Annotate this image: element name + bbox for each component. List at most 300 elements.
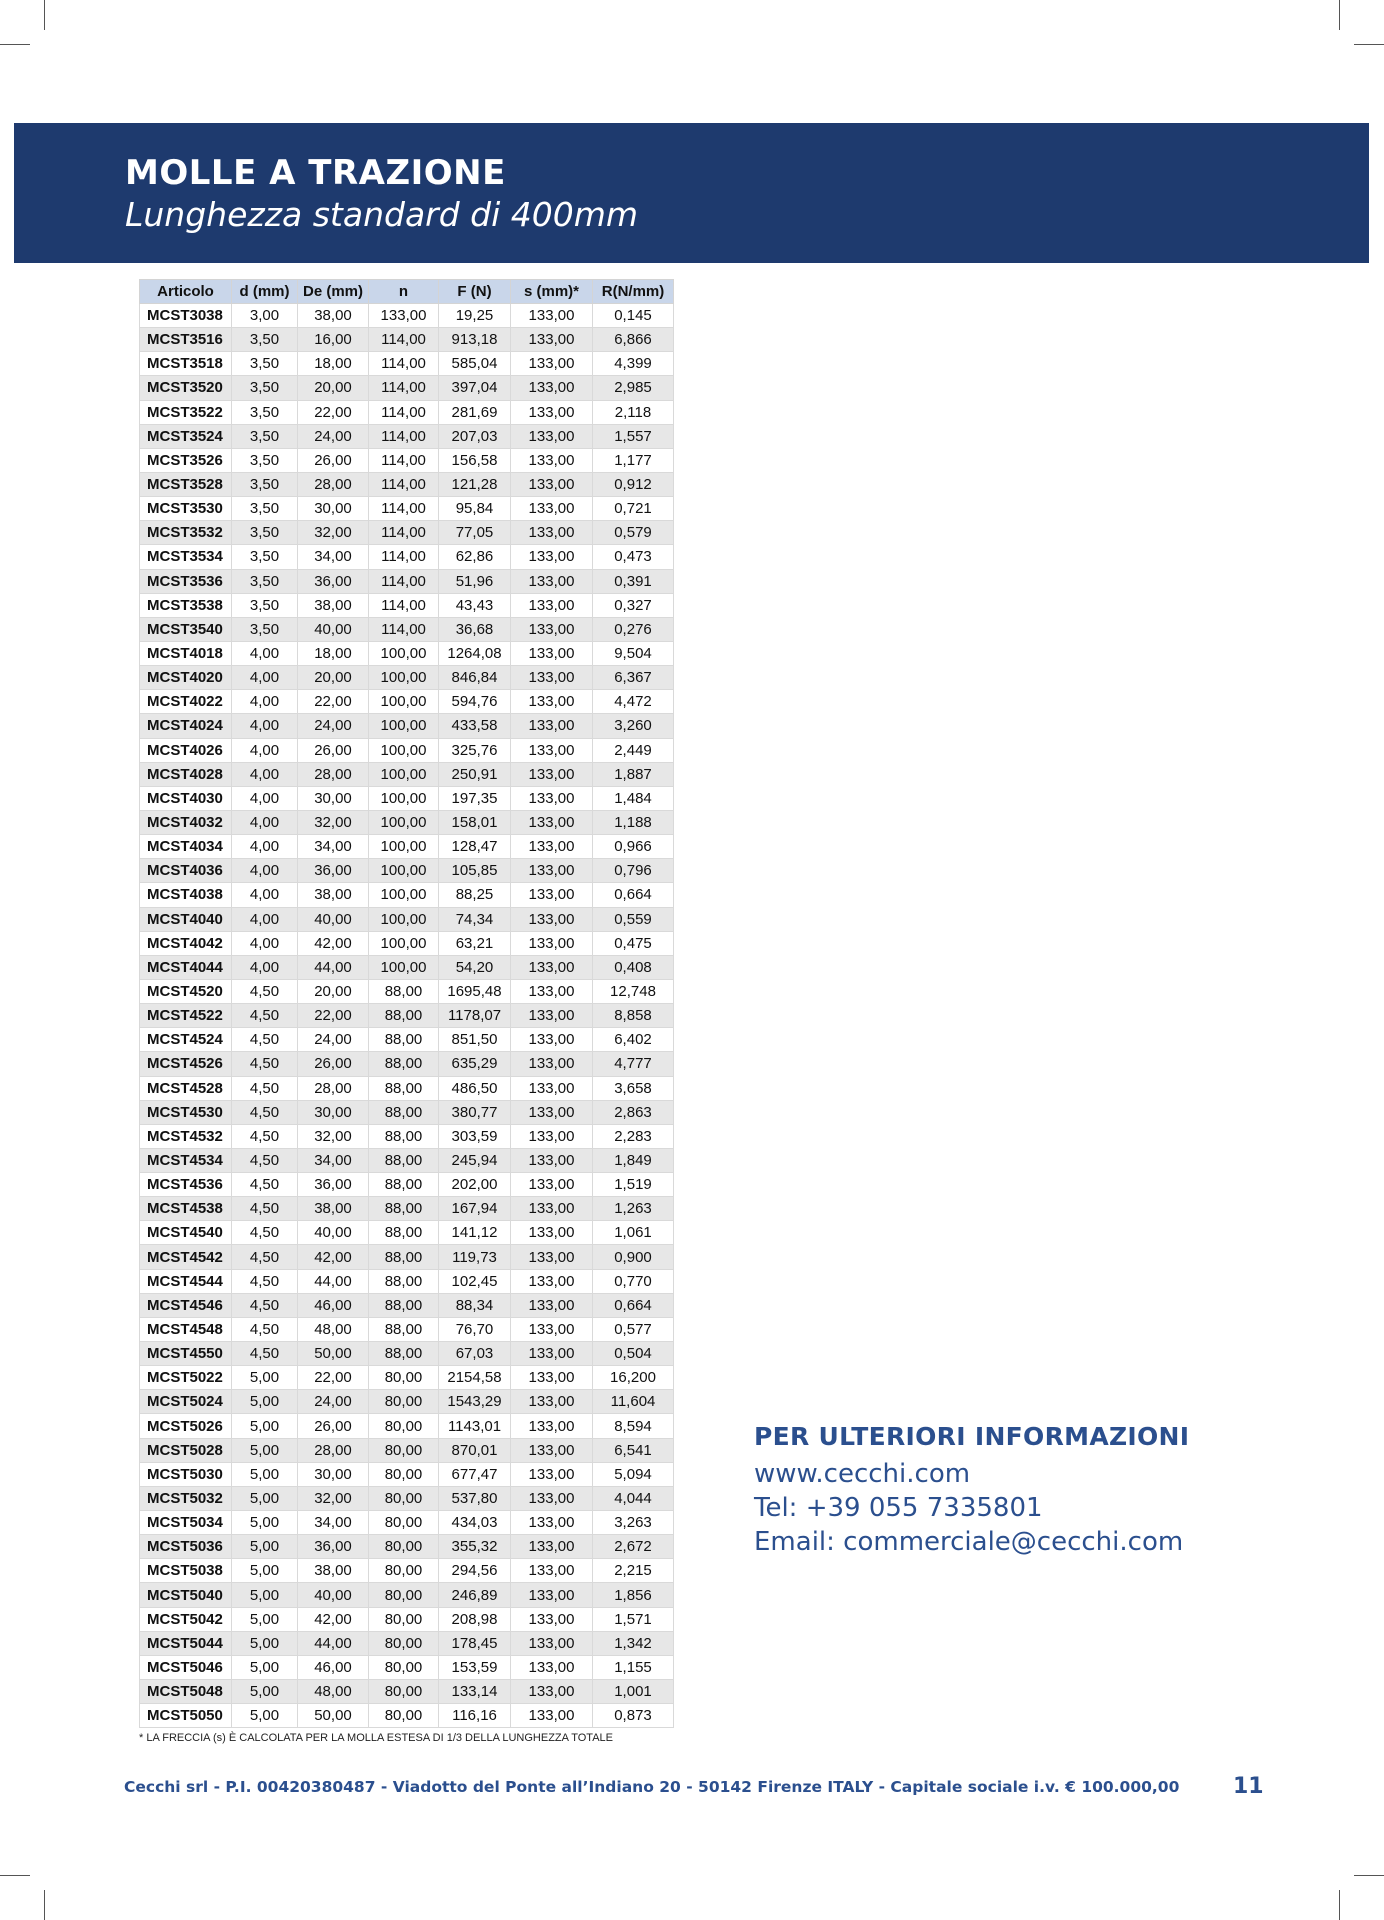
article-code-cell: MCST4524 xyxy=(140,1028,232,1052)
article-code-cell: MCST4038 xyxy=(140,883,232,907)
table-cell: 167,94 xyxy=(439,1197,511,1221)
table-row xyxy=(140,738,674,762)
table-cell: 4,50 xyxy=(232,1076,298,1100)
crop-mark xyxy=(1339,1890,1340,1920)
table-cell: 133,00 xyxy=(511,1655,593,1679)
table-cell: 133,00 xyxy=(511,376,593,400)
table-cell: 4,00 xyxy=(232,690,298,714)
table-cell: 2154,58 xyxy=(439,1366,511,1390)
table-cell: 303,59 xyxy=(439,1124,511,1148)
article-code-cell: MCST4534 xyxy=(140,1148,232,1172)
table-cell: 18,00 xyxy=(298,641,369,665)
table-cell: 133,00 xyxy=(511,1221,593,1245)
table-cell: 36,00 xyxy=(298,569,369,593)
table-cell: 80,00 xyxy=(369,1511,439,1535)
table-cell: 0,912 xyxy=(593,472,674,496)
table-cell: 6,367 xyxy=(593,666,674,690)
table-cell: 434,03 xyxy=(439,1511,511,1535)
table-cell: 28,00 xyxy=(298,1076,369,1100)
table-cell: 486,50 xyxy=(439,1076,511,1100)
table-row xyxy=(140,835,674,859)
table-cell: 2,449 xyxy=(593,738,674,762)
table-cell: 0,504 xyxy=(593,1342,674,1366)
table-cell: 8,594 xyxy=(593,1414,674,1438)
crop-mark xyxy=(44,0,45,30)
article-code-cell: MCST4550 xyxy=(140,1342,232,1366)
table-cell: 133,00 xyxy=(511,400,593,424)
table-cell: 4,50 xyxy=(232,1124,298,1148)
table-cell: 5,00 xyxy=(232,1631,298,1655)
table-cell: 133,00 xyxy=(511,641,593,665)
table-cell: 133,00 xyxy=(511,1342,593,1366)
table-cell: 1,061 xyxy=(593,1221,674,1245)
table-row xyxy=(140,1197,674,1221)
table-cell: 133,00 xyxy=(511,1462,593,1486)
table-cell: 3,50 xyxy=(232,376,298,400)
table-cell: 281,69 xyxy=(439,400,511,424)
table-cell: 133,00 xyxy=(511,1511,593,1535)
table-cell: 133,00 xyxy=(511,569,593,593)
table-cell: 40,00 xyxy=(298,1583,369,1607)
table-cell: 133,00 xyxy=(369,304,439,328)
table-cell: 1,263 xyxy=(593,1197,674,1221)
table-cell: 0,796 xyxy=(593,859,674,883)
table-cell: 133,00 xyxy=(511,1535,593,1559)
table-cell: 88,00 xyxy=(369,1100,439,1124)
table-cell: 32,00 xyxy=(298,1124,369,1148)
table-row xyxy=(140,714,674,738)
table-cell: 0,664 xyxy=(593,883,674,907)
table-cell: 36,00 xyxy=(298,859,369,883)
table-cell: 88,00 xyxy=(369,1076,439,1100)
table-cell: 5,00 xyxy=(232,1607,298,1631)
table-cell: 6,866 xyxy=(593,328,674,352)
table-row xyxy=(140,593,674,617)
article-code-cell: MCST5042 xyxy=(140,1607,232,1631)
table-cell: 4,50 xyxy=(232,1245,298,1269)
table-cell: 100,00 xyxy=(369,714,439,738)
table-cell: 6,402 xyxy=(593,1028,674,1052)
table-cell: 2,672 xyxy=(593,1535,674,1559)
table-cell: 88,25 xyxy=(439,883,511,907)
table-cell: 42,00 xyxy=(298,1245,369,1269)
table-footnote: * LA FRECCIA (s) È CALCOLATA PER LA MOLLA ESTESA DI 1/3 DELLA LUNGHEZZA TOTALE xyxy=(139,1732,613,1744)
table-cell: 12,748 xyxy=(593,979,674,1003)
column-header: s (mm)* xyxy=(511,280,593,304)
article-code-cell: MCST4026 xyxy=(140,738,232,762)
crop-mark xyxy=(44,1890,45,1920)
table-row xyxy=(140,328,674,352)
table-cell: 44,00 xyxy=(298,1269,369,1293)
table-cell: 48,00 xyxy=(298,1680,369,1704)
table-cell: 0,475 xyxy=(593,931,674,955)
table-cell: 4,00 xyxy=(232,810,298,834)
table-cell: 20,00 xyxy=(298,376,369,400)
table-cell: 5,00 xyxy=(232,1559,298,1583)
table-cell: 116,16 xyxy=(439,1704,511,1728)
table-cell: 3,50 xyxy=(232,521,298,545)
table-cell: 4,472 xyxy=(593,690,674,714)
table-cell: 46,00 xyxy=(298,1293,369,1317)
table-row xyxy=(140,1366,674,1390)
table-cell: 585,04 xyxy=(439,352,511,376)
contact-heading: PER ULTERIORI INFORMAZIONI xyxy=(754,1422,1190,1451)
table-cell: 0,664 xyxy=(593,1293,674,1317)
table-cell: 100,00 xyxy=(369,883,439,907)
article-code-cell: MCST4548 xyxy=(140,1317,232,1341)
table-cell: 22,00 xyxy=(298,690,369,714)
table-cell: 0,579 xyxy=(593,521,674,545)
spring-spec-table xyxy=(139,279,674,1728)
table-row xyxy=(140,424,674,448)
table-cell: 4,00 xyxy=(232,931,298,955)
table-cell: 133,00 xyxy=(511,1100,593,1124)
table-cell: 594,76 xyxy=(439,690,511,714)
table-row xyxy=(140,1076,674,1100)
table-cell: 88,00 xyxy=(369,1052,439,1076)
table-cell: 133,00 xyxy=(511,304,593,328)
table-cell: 28,00 xyxy=(298,472,369,496)
article-code-cell: MCST4032 xyxy=(140,810,232,834)
table-cell: 635,29 xyxy=(439,1052,511,1076)
crop-mark xyxy=(0,1875,30,1876)
table-cell: 114,00 xyxy=(369,593,439,617)
table-cell: 100,00 xyxy=(369,690,439,714)
table-cell: 4,00 xyxy=(232,883,298,907)
table-cell: 133,00 xyxy=(511,762,593,786)
table-cell: 88,00 xyxy=(369,1124,439,1148)
table-row xyxy=(140,1124,674,1148)
table-cell: 76,70 xyxy=(439,1317,511,1341)
table-cell: 30,00 xyxy=(298,1462,369,1486)
article-code-cell: MCST5022 xyxy=(140,1366,232,1390)
table-row xyxy=(140,1317,674,1341)
table-cell: 48,00 xyxy=(298,1317,369,1341)
table-row xyxy=(140,810,674,834)
table-cell: 846,84 xyxy=(439,666,511,690)
table-cell: 114,00 xyxy=(369,569,439,593)
table-row xyxy=(140,1004,674,1028)
table-cell: 28,00 xyxy=(298,762,369,786)
table-cell: 20,00 xyxy=(298,666,369,690)
table-cell: 0,408 xyxy=(593,955,674,979)
table-cell: 80,00 xyxy=(369,1535,439,1559)
table-row xyxy=(140,1559,674,1583)
table-cell: 80,00 xyxy=(369,1366,439,1390)
table-row xyxy=(140,1052,674,1076)
table-cell: 54,20 xyxy=(439,955,511,979)
table-cell: 67,03 xyxy=(439,1342,511,1366)
article-code-cell: MCST5050 xyxy=(140,1704,232,1728)
table-row xyxy=(140,1100,674,1124)
table-cell: 4,50 xyxy=(232,1317,298,1341)
table-cell: 4,50 xyxy=(232,1052,298,1076)
table-row xyxy=(140,1414,674,1438)
table-cell: 114,00 xyxy=(369,400,439,424)
table-cell: 1,571 xyxy=(593,1607,674,1631)
table-cell: 80,00 xyxy=(369,1631,439,1655)
table-cell: 88,00 xyxy=(369,1317,439,1341)
table-cell: 28,00 xyxy=(298,1438,369,1462)
article-code-cell: MCST3524 xyxy=(140,424,232,448)
article-code-cell: MCST5036 xyxy=(140,1535,232,1559)
table-cell: 0,900 xyxy=(593,1245,674,1269)
table-cell: 3,50 xyxy=(232,448,298,472)
table-cell: 133,00 xyxy=(511,1197,593,1221)
table-cell: 913,18 xyxy=(439,328,511,352)
table-cell: 77,05 xyxy=(439,521,511,545)
article-code-cell: MCST5048 xyxy=(140,1680,232,1704)
table-cell: 133,00 xyxy=(511,931,593,955)
article-code-cell: MCST3522 xyxy=(140,400,232,424)
article-code-cell: MCST4018 xyxy=(140,641,232,665)
table-cell: 133,00 xyxy=(511,714,593,738)
table-cell: 5,00 xyxy=(232,1655,298,1679)
table-cell: 4,00 xyxy=(232,835,298,859)
table-cell: 133,00 xyxy=(511,883,593,907)
table-cell: 3,00 xyxy=(232,304,298,328)
table-cell: 133,00 xyxy=(511,1076,593,1100)
article-code-cell: MCST3536 xyxy=(140,569,232,593)
article-code-cell: MCST4536 xyxy=(140,1173,232,1197)
table-cell: 1695,48 xyxy=(439,979,511,1003)
table-cell: 0,966 xyxy=(593,835,674,859)
table-cell: 80,00 xyxy=(369,1655,439,1679)
header-banner xyxy=(14,123,1369,263)
article-code-cell: MCST3528 xyxy=(140,472,232,496)
table-cell: 22,00 xyxy=(298,400,369,424)
table-cell: 4,044 xyxy=(593,1486,674,1510)
table-cell: 3,260 xyxy=(593,714,674,738)
website-link[interactable]: www.cecchi.com xyxy=(754,1459,971,1489)
table-cell: 0,276 xyxy=(593,617,674,641)
table-cell: 202,00 xyxy=(439,1173,511,1197)
article-code-cell: MCST3532 xyxy=(140,521,232,545)
table-cell: 1,001 xyxy=(593,1680,674,1704)
article-code-cell: MCST3518 xyxy=(140,352,232,376)
table-cell: 3,50 xyxy=(232,545,298,569)
column-header: R(N/mm) xyxy=(593,280,674,304)
table-cell: 133,00 xyxy=(511,738,593,762)
table-cell: 26,00 xyxy=(298,448,369,472)
article-code-cell: MCST4034 xyxy=(140,835,232,859)
table-cell: 5,00 xyxy=(232,1462,298,1486)
table-cell: 133,00 xyxy=(511,1245,593,1269)
table-cell: 80,00 xyxy=(369,1583,439,1607)
article-code-cell: MCST4546 xyxy=(140,1293,232,1317)
table-cell: 114,00 xyxy=(369,521,439,545)
table-cell: 1143,01 xyxy=(439,1414,511,1438)
table-cell: 677,47 xyxy=(439,1462,511,1486)
article-code-cell: MCST5044 xyxy=(140,1631,232,1655)
table-cell: 88,00 xyxy=(369,1342,439,1366)
table-cell: 208,98 xyxy=(439,1607,511,1631)
table-cell: 114,00 xyxy=(369,545,439,569)
table-cell: 44,00 xyxy=(298,955,369,979)
table-cell: 133,00 xyxy=(511,835,593,859)
table-cell: 5,00 xyxy=(232,1704,298,1728)
table-row xyxy=(140,1221,674,1245)
table-cell: 4,50 xyxy=(232,1173,298,1197)
table-row xyxy=(140,1486,674,1510)
table-cell: 46,00 xyxy=(298,1655,369,1679)
table-cell: 5,00 xyxy=(232,1366,298,1390)
article-code-cell: MCST5034 xyxy=(140,1511,232,1535)
table-cell: 80,00 xyxy=(369,1559,439,1583)
table-cell: 133,00 xyxy=(511,907,593,931)
table-cell: 43,43 xyxy=(439,593,511,617)
table-cell: 133,00 xyxy=(511,1028,593,1052)
table-cell: 133,14 xyxy=(439,1680,511,1704)
table-cell: 24,00 xyxy=(298,424,369,448)
table-row xyxy=(140,521,674,545)
table-cell: 133,00 xyxy=(511,328,593,352)
page-title: MOLLE A TRAZIONE xyxy=(125,153,506,193)
table-cell: 32,00 xyxy=(298,1486,369,1510)
table-cell: 325,76 xyxy=(439,738,511,762)
table-cell: 133,00 xyxy=(511,1680,593,1704)
table-cell: 133,00 xyxy=(511,1631,593,1655)
table-cell: 88,00 xyxy=(369,1221,439,1245)
table-header-row xyxy=(140,280,674,304)
table-cell: 95,84 xyxy=(439,497,511,521)
table-cell: 80,00 xyxy=(369,1486,439,1510)
article-code-cell: MCST5038 xyxy=(140,1559,232,1583)
table-cell: 88,00 xyxy=(369,1293,439,1317)
table-cell: 1,188 xyxy=(593,810,674,834)
table-cell: 0,145 xyxy=(593,304,674,328)
table-cell: 133,00 xyxy=(511,1390,593,1414)
table-cell: 80,00 xyxy=(369,1704,439,1728)
table-cell: 121,28 xyxy=(439,472,511,496)
contact-info xyxy=(754,1422,1189,1559)
table-cell: 3,50 xyxy=(232,352,298,376)
article-code-cell: MCST4044 xyxy=(140,955,232,979)
table-cell: 114,00 xyxy=(369,352,439,376)
article-code-cell: MCST4522 xyxy=(140,1004,232,1028)
table-cell: 0,873 xyxy=(593,1704,674,1728)
table-cell: 1,887 xyxy=(593,762,674,786)
article-code-cell: MCST4540 xyxy=(140,1221,232,1245)
table-cell: 133,00 xyxy=(511,859,593,883)
table-cell: 26,00 xyxy=(298,1414,369,1438)
table-cell: 74,34 xyxy=(439,907,511,931)
table-cell: 133,00 xyxy=(511,1559,593,1583)
table-cell: 38,00 xyxy=(298,1559,369,1583)
table-cell: 38,00 xyxy=(298,304,369,328)
table-cell: 2,215 xyxy=(593,1559,674,1583)
table-cell: 1,557 xyxy=(593,424,674,448)
table-cell: 3,50 xyxy=(232,400,298,424)
table-row xyxy=(140,931,674,955)
table-cell: 4,00 xyxy=(232,738,298,762)
table-cell: 5,00 xyxy=(232,1680,298,1704)
article-code-cell: MCST4544 xyxy=(140,1269,232,1293)
table-cell: 34,00 xyxy=(298,835,369,859)
article-code-cell: MCST5024 xyxy=(140,1390,232,1414)
table-cell: 51,96 xyxy=(439,569,511,593)
table-cell: 24,00 xyxy=(298,714,369,738)
table-cell: 88,00 xyxy=(369,1197,439,1221)
table-cell: 38,00 xyxy=(298,593,369,617)
table-row xyxy=(140,448,674,472)
table-cell: 0,327 xyxy=(593,593,674,617)
table-cell: 133,00 xyxy=(511,955,593,979)
table-row xyxy=(140,907,674,931)
article-code-cell: MCST3520 xyxy=(140,376,232,400)
article-code-cell: MCST5046 xyxy=(140,1655,232,1679)
table-cell: 40,00 xyxy=(298,1221,369,1245)
table-cell: 50,00 xyxy=(298,1704,369,1728)
article-code-cell: MCST5030 xyxy=(140,1462,232,1486)
table-cell: 1264,08 xyxy=(439,641,511,665)
table-cell: 133,00 xyxy=(511,1148,593,1172)
table-row xyxy=(140,1438,674,1462)
table-cell: 44,00 xyxy=(298,1631,369,1655)
table-cell: 0,770 xyxy=(593,1269,674,1293)
table-row xyxy=(140,955,674,979)
table-cell: 80,00 xyxy=(369,1390,439,1414)
article-code-cell: MCST5028 xyxy=(140,1438,232,1462)
table-cell: 100,00 xyxy=(369,907,439,931)
article-code-cell: MCST3534 xyxy=(140,545,232,569)
table-cell: 294,56 xyxy=(439,1559,511,1583)
table-cell: 100,00 xyxy=(369,859,439,883)
table-row xyxy=(140,472,674,496)
table-cell: 133,00 xyxy=(511,521,593,545)
table-cell: 100,00 xyxy=(369,738,439,762)
table-cell: 133,00 xyxy=(511,1486,593,1510)
table-cell: 1,856 xyxy=(593,1583,674,1607)
table-cell: 105,85 xyxy=(439,859,511,883)
email-link[interactable]: Email: commerciale@cecchi.com xyxy=(754,1527,1184,1557)
table-cell: 36,68 xyxy=(439,617,511,641)
table-cell: 8,858 xyxy=(593,1004,674,1028)
footer-company-line: Cecchi srl - P.I. 00420380487 - Viadotto del Ponte all’Indiano 20 - 50142 Firenze ITALY - Capitale sociale i.v. € 100.000,00 xyxy=(124,1778,1180,1796)
article-code-cell: MCST5032 xyxy=(140,1486,232,1510)
table-row xyxy=(140,690,674,714)
table-cell: 30,00 xyxy=(298,497,369,521)
table-cell: 20,00 xyxy=(298,979,369,1003)
table-cell: 2,283 xyxy=(593,1124,674,1148)
table-cell: 100,00 xyxy=(369,810,439,834)
article-code-cell: MCST4030 xyxy=(140,786,232,810)
table-row xyxy=(140,641,674,665)
table-cell: 4,50 xyxy=(232,979,298,1003)
table-cell: 32,00 xyxy=(298,521,369,545)
article-code-cell: MCST4028 xyxy=(140,762,232,786)
table-row xyxy=(140,1028,674,1052)
article-code-cell: MCST4542 xyxy=(140,1245,232,1269)
table-cell: 156,58 xyxy=(439,448,511,472)
table-cell: 40,00 xyxy=(298,907,369,931)
table-cell: 5,00 xyxy=(232,1438,298,1462)
table-row xyxy=(140,1173,674,1197)
table-cell: 851,50 xyxy=(439,1028,511,1052)
table-cell: 133,00 xyxy=(511,1004,593,1028)
table-cell: 2,985 xyxy=(593,376,674,400)
table-cell: 6,541 xyxy=(593,1438,674,1462)
table-cell: 11,604 xyxy=(593,1390,674,1414)
table-cell: 133,00 xyxy=(511,1366,593,1390)
article-code-cell: MCST4040 xyxy=(140,907,232,931)
table-cell: 4,00 xyxy=(232,859,298,883)
table-cell: 4,00 xyxy=(232,955,298,979)
page-number: 11 xyxy=(1233,1774,1264,1799)
table-row xyxy=(140,859,674,883)
table-cell: 114,00 xyxy=(369,328,439,352)
table-row xyxy=(140,762,674,786)
